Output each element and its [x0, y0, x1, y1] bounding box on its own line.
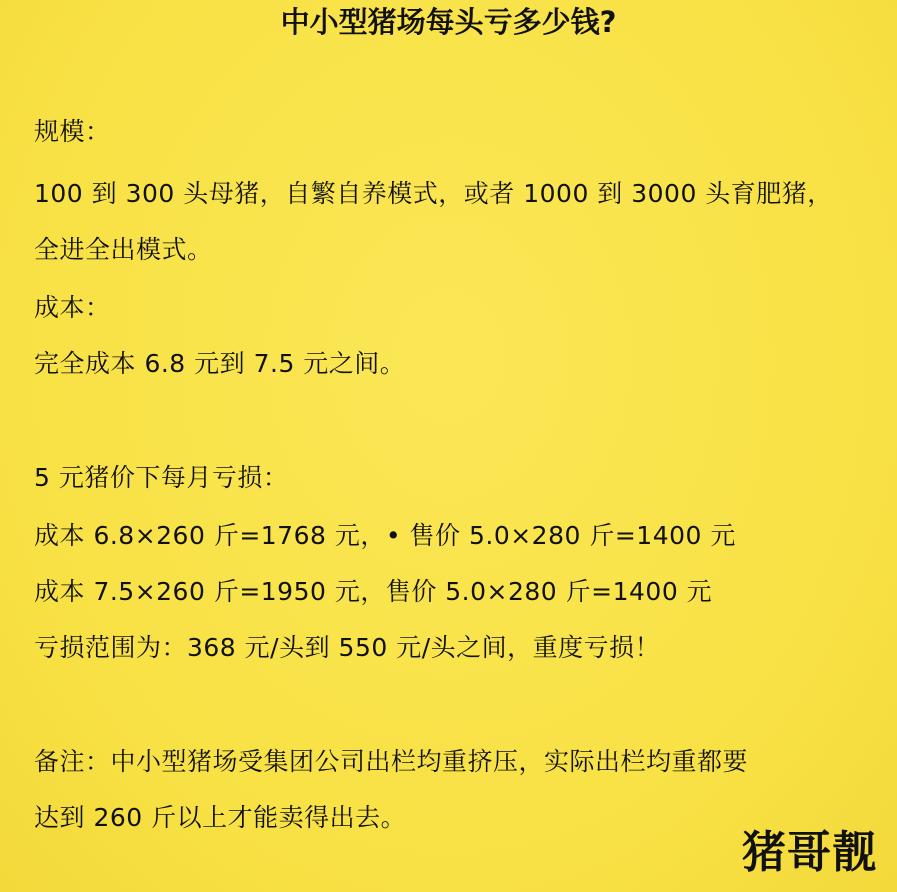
- note-line-1: 备注：中小型猪场受集团公司出栏均重挤压，实际出栏均重都要: [34, 747, 749, 776]
- note-line-2: 达到 260 斤以上才能卖得出去。: [34, 803, 407, 832]
- cost-line: 完全成本 6.8 元到 7.5 元之间。: [34, 349, 406, 378]
- scale-heading: 规模：: [34, 117, 111, 146]
- loss-line-2: 成本 7.5×260 斤=1950 元，售价 5.0×280 斤=1400 元: [34, 577, 713, 606]
- scale-line-1: 100 到 300 头母猪，自繁自养模式，或者 1000 到 3000 头育肥猪，: [34, 179, 833, 208]
- document-title: 中小型猪场每头亏多少钱?: [280, 5, 617, 39]
- author-signature: 猪哥靓: [742, 827, 877, 878]
- scale-line-2: 全进全出模式。: [34, 235, 213, 264]
- loss-line-1: 成本 6.8×260 斤=1768 元，• 售价 5.0×280 斤=1400 元: [34, 521, 736, 550]
- cost-heading: 成本：: [34, 293, 111, 322]
- loss-heading: 5 元猪价下每月亏损：: [34, 463, 289, 492]
- loss-range: 亏损范围为：368 元/头到 550 元/头之间，重度亏损！: [34, 633, 661, 662]
